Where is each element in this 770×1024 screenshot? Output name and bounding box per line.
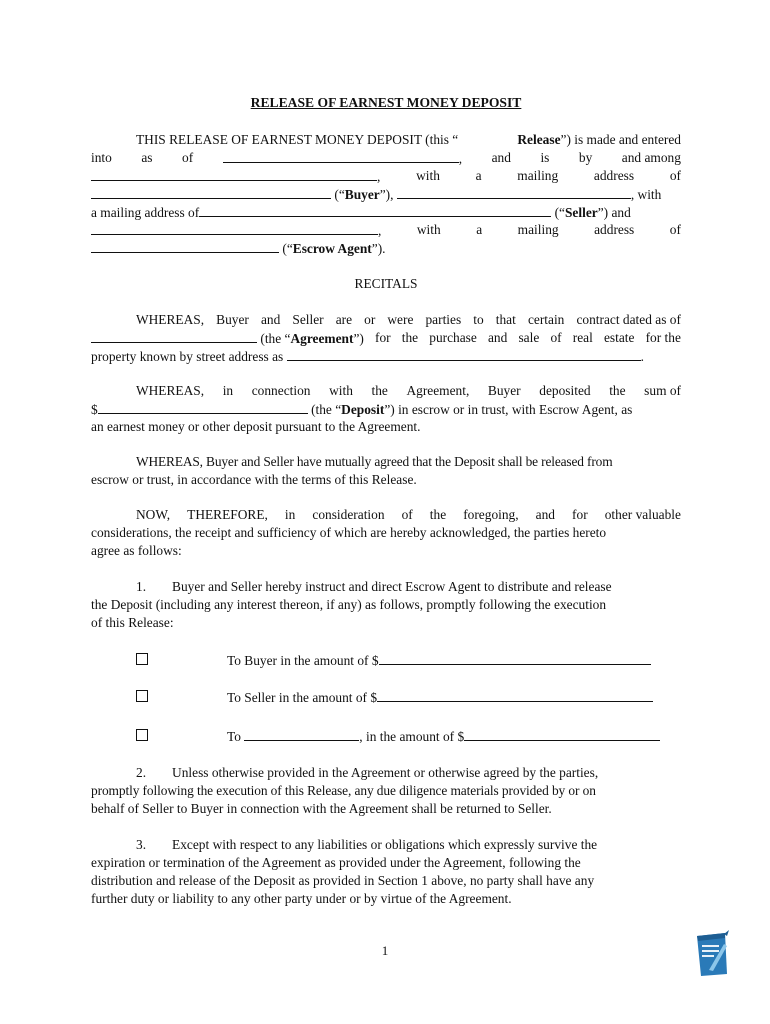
whereas2-line-3: an earnest money or other deposit pursuant to the Agreement. [91, 419, 421, 434]
seller-address-field[interactable] [199, 203, 551, 217]
other-amount-field[interactable] [464, 727, 660, 741]
agreement-date-field[interactable] [91, 329, 257, 343]
blank-field[interactable] [223, 149, 459, 163]
recitals-heading: RECITALS [354, 276, 418, 291]
section2-line-3: behalf of Seller to Buyer in connection with the Agreement shall be returned to Seller. [91, 801, 552, 816]
other-option-checkbox[interactable] [136, 729, 148, 741]
whereas3-line-2: escrow or trust, in accordance with the terms of this Release. [91, 472, 417, 487]
section1-line-1: 1. Buyer and Seller hereby instruct and direct Escrow Agent to distribute and release [136, 579, 612, 594]
intro-line-5: a mailing address of (“Seller”) and [91, 205, 631, 220]
now-line-2: considerations, the receipt and sufficiency of which are hereby acknowledged, the parties hereto [91, 525, 607, 540]
property-address-field[interactable] [287, 347, 641, 361]
buyer-name-field[interactable] [91, 185, 331, 199]
intro-line-6: , with a mailing address of [91, 221, 681, 239]
section3-line-1: 3. Except with respect to any liabilities or obligations which expressly survive the [136, 837, 598, 852]
blank-field[interactable] [397, 185, 631, 199]
buyer-option-checkbox[interactable] [136, 653, 148, 665]
whereas1-line-3: property known by street address as . [91, 349, 644, 364]
intro-line-2: into as of , and is by and among [91, 150, 681, 166]
whereas2-line-2: $ (the “Deposit”) in escrow or in trust, with Escrow Agent, as [91, 402, 633, 417]
blank-field[interactable] [91, 167, 377, 181]
blank-field[interactable] [91, 221, 378, 235]
page-number: 1 [381, 943, 389, 958]
section2-line-2: promptly following the execution of this Release, any due diligence materials provided by or on [91, 783, 596, 798]
seller-option-checkbox[interactable] [136, 690, 148, 702]
now-line-1: NOW, THEREFORE, in consideration of the foregoing, and for other valuable [136, 507, 681, 522]
section1-line-3: of this Release: [91, 615, 174, 630]
whereas1-line-1: WHEREAS, Buyer and Seller are or were parties to that certain contract dated as of [136, 312, 681, 327]
section3-line-2: expiration or termination of the Agreement as provided under the Agreement, following the [91, 855, 581, 870]
intro-line-3: , with a mailing address of [91, 167, 681, 185]
forms-logo-icon [695, 930, 729, 978]
whereas1-line-2: (the “Agreement”) for the purchase and sale of real estate for the [91, 329, 681, 347]
section1-line-2: the Deposit (including any interest thereon, if any) as follows, promptly following the execution [91, 597, 607, 612]
seller-amount-field[interactable] [377, 688, 653, 702]
intro-line-4: (“Buyer”), , with [91, 185, 681, 203]
whereas2-line-1: WHEREAS, in connection with the Agreement, Buyer deposited the sum of [136, 383, 681, 398]
intro-line-1: THIS RELEASE OF EARNEST MONEY DEPOSIT (this “ Release”) is made and entered [136, 132, 681, 147]
other-option: To , in the amount of $ [227, 727, 660, 746]
now-line-3: agree as follows: [91, 543, 182, 558]
buyer-amount-field[interactable] [379, 651, 651, 665]
section2-line-1: 2. Unless otherwise provided in the Agreement or otherwise agreed by the parties, [136, 765, 599, 780]
whereas3-line-1: WHEREAS, Buyer and Seller have mutually agreed that the Deposit shall be released from [136, 454, 613, 469]
section3-line-3: distribution and release of the Deposit as provided in Section 1 above, no party shall have any [91, 873, 595, 888]
deposit-amount-field[interactable] [98, 400, 308, 414]
escrow-agent-field[interactable] [91, 239, 279, 253]
seller-option: To Seller in the amount of $ [227, 688, 653, 707]
other-recipient-field[interactable] [244, 727, 359, 741]
section3-line-4: further duty or liability to any other party under or by virtue of the Agreement. [91, 891, 512, 906]
intro-line-7: (“Escrow Agent”). [91, 239, 681, 257]
buyer-option: To Buyer in the amount of $ [227, 651, 651, 670]
document-title: RELEASE OF EARNEST MONEY DEPOSIT [250, 95, 522, 110]
